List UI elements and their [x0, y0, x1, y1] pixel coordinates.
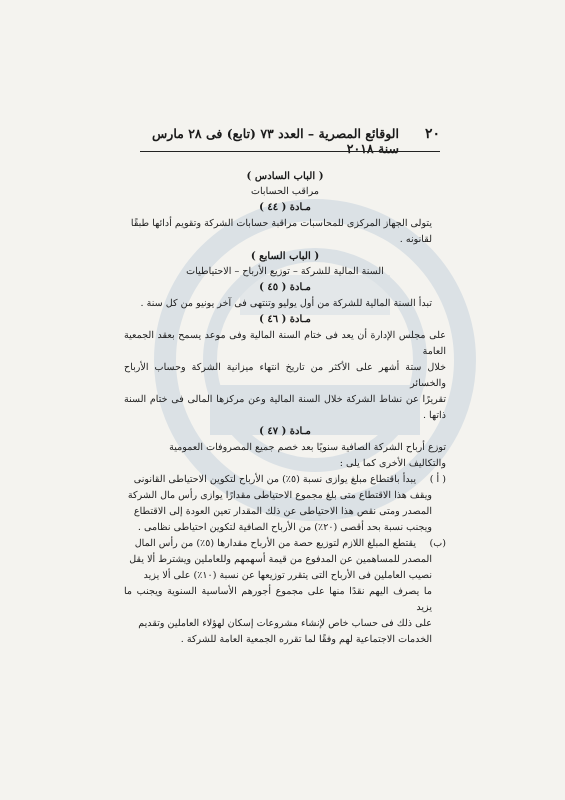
clause-b-line-1: [124, 536, 446, 552]
clause-b-text-1: يقتطع المبلغ اللازم لتوزيع حصة من الأرباح مقدارها (٥٪) من رأس المال: [134, 538, 416, 549]
article-45-title: مـادة ( ٤٥ ): [259, 282, 311, 293]
article-44-title: مـادة ( ٤٤ ): [259, 202, 311, 213]
clause-a-line-4: ويجنب نسبة بحد أقصى (٢٠٪) من الأرباح الصافية لتكوين احتياطى نظامى .: [137, 522, 432, 533]
article-46-line-1: على مجلس الإدارة أن يعد فى ختام السنة المالية وفى موعد يسمح بعقد الجمعية العامة: [124, 330, 446, 357]
page-number: ٢٠: [424, 126, 440, 142]
article-47-line-2: والتكاليف الأخرى كما يلى :: [339, 458, 446, 469]
article-47-title: مـادة ( ٤٧ ): [259, 426, 311, 437]
clause-a-line-3: المصدر ومتى نقص هذا الاحتياطى عن ذلك المقدار تعين العودة إلى الاقتطاع: [133, 506, 432, 517]
clause-a-line-2: ويقف هذا الاقتطاع متى بلغ مجموع الاحتياطى مقدارًا يوازى رأس مال الشركة: [127, 490, 432, 501]
article-46-line-3: تقريرًا عن نشاط الشركة خلال السنة المالية وعن مركزها المالى فى ختام السنة ذاتها .: [124, 394, 446, 421]
article-44-text: يتولى الجهاز المركزى للمحاسبات مراقبة حسابات الشركة وتقويم أدائها طبقًا لقانونه .: [130, 218, 432, 245]
clause-b-mark: (ب): [429, 538, 446, 549]
part7-subtitle: السنة المالية للشركة – توزيع الأرباح – الاحتياطيات: [186, 266, 384, 277]
part6-title: ( الباب السادس ): [246, 170, 324, 182]
article-46-line-2: خلال ستة أشهر على الأكثر من تاريخ انتهاء ميزانية الشركة وحساب الأرباح والخسائر: [124, 362, 446, 389]
clause-b-line-4: ما يصرف اليهم نقدًا منها على مجموع أجورهم الأساسية السنوية ويجنب ما يزيد: [124, 586, 432, 613]
page-header: [140, 126, 440, 156]
header-rule: [140, 151, 440, 152]
clause-a-text-1: يبدأ باقتطاع مبلغ يوازى نسبة (٥٪) من الأرباح لتكوين الاحتياطى القانونى: [133, 474, 416, 485]
clause-b-line-2: المصدر للمساهمين عن المدفوع من قيمة أسهمهم وللعاملين ويشترط ألا يقل: [129, 554, 432, 565]
article-46-title: مـادة ( ٤٦ ): [259, 314, 311, 325]
document-body: [124, 168, 446, 648]
clause-a-mark: ( أ ): [429, 474, 446, 485]
article-47-line-1: توزع أرباح الشركة الصافية سنويًا بعد خصم جميع المصروفات العمومية: [169, 442, 446, 453]
article-45-text: تبدأ السنة المالية للشركة من أول يوليو وتنتهى فى آخر يونيو من كل سنة .: [140, 298, 432, 309]
part6-subtitle: مراقب الحسابات: [250, 186, 320, 197]
clause-b-line-5: على ذلك فى حساب خاص لإنشاء مشروعات إسكان لهؤلاء العاملين وتقديم: [138, 618, 432, 629]
clause-a-line-1: [124, 472, 446, 488]
clause-b-line-3: نصيب العاملين فى الأرباح التى يتقرر توزيعها عن نسبة (١٠٪) على ألا يزيد: [143, 570, 432, 581]
part7-title: ( الباب السابع ): [250, 250, 320, 262]
clause-b-line-6: الخدمات الاجتماعية لهم وفقًا لما تقرره الجمعية العامة للشركة .: [180, 634, 432, 645]
gazette-title: الوقائع المصرية – العدد ٧٣ (تابع) فى ٢٨ مارس سنة ٢٠١٨: [152, 126, 399, 156]
